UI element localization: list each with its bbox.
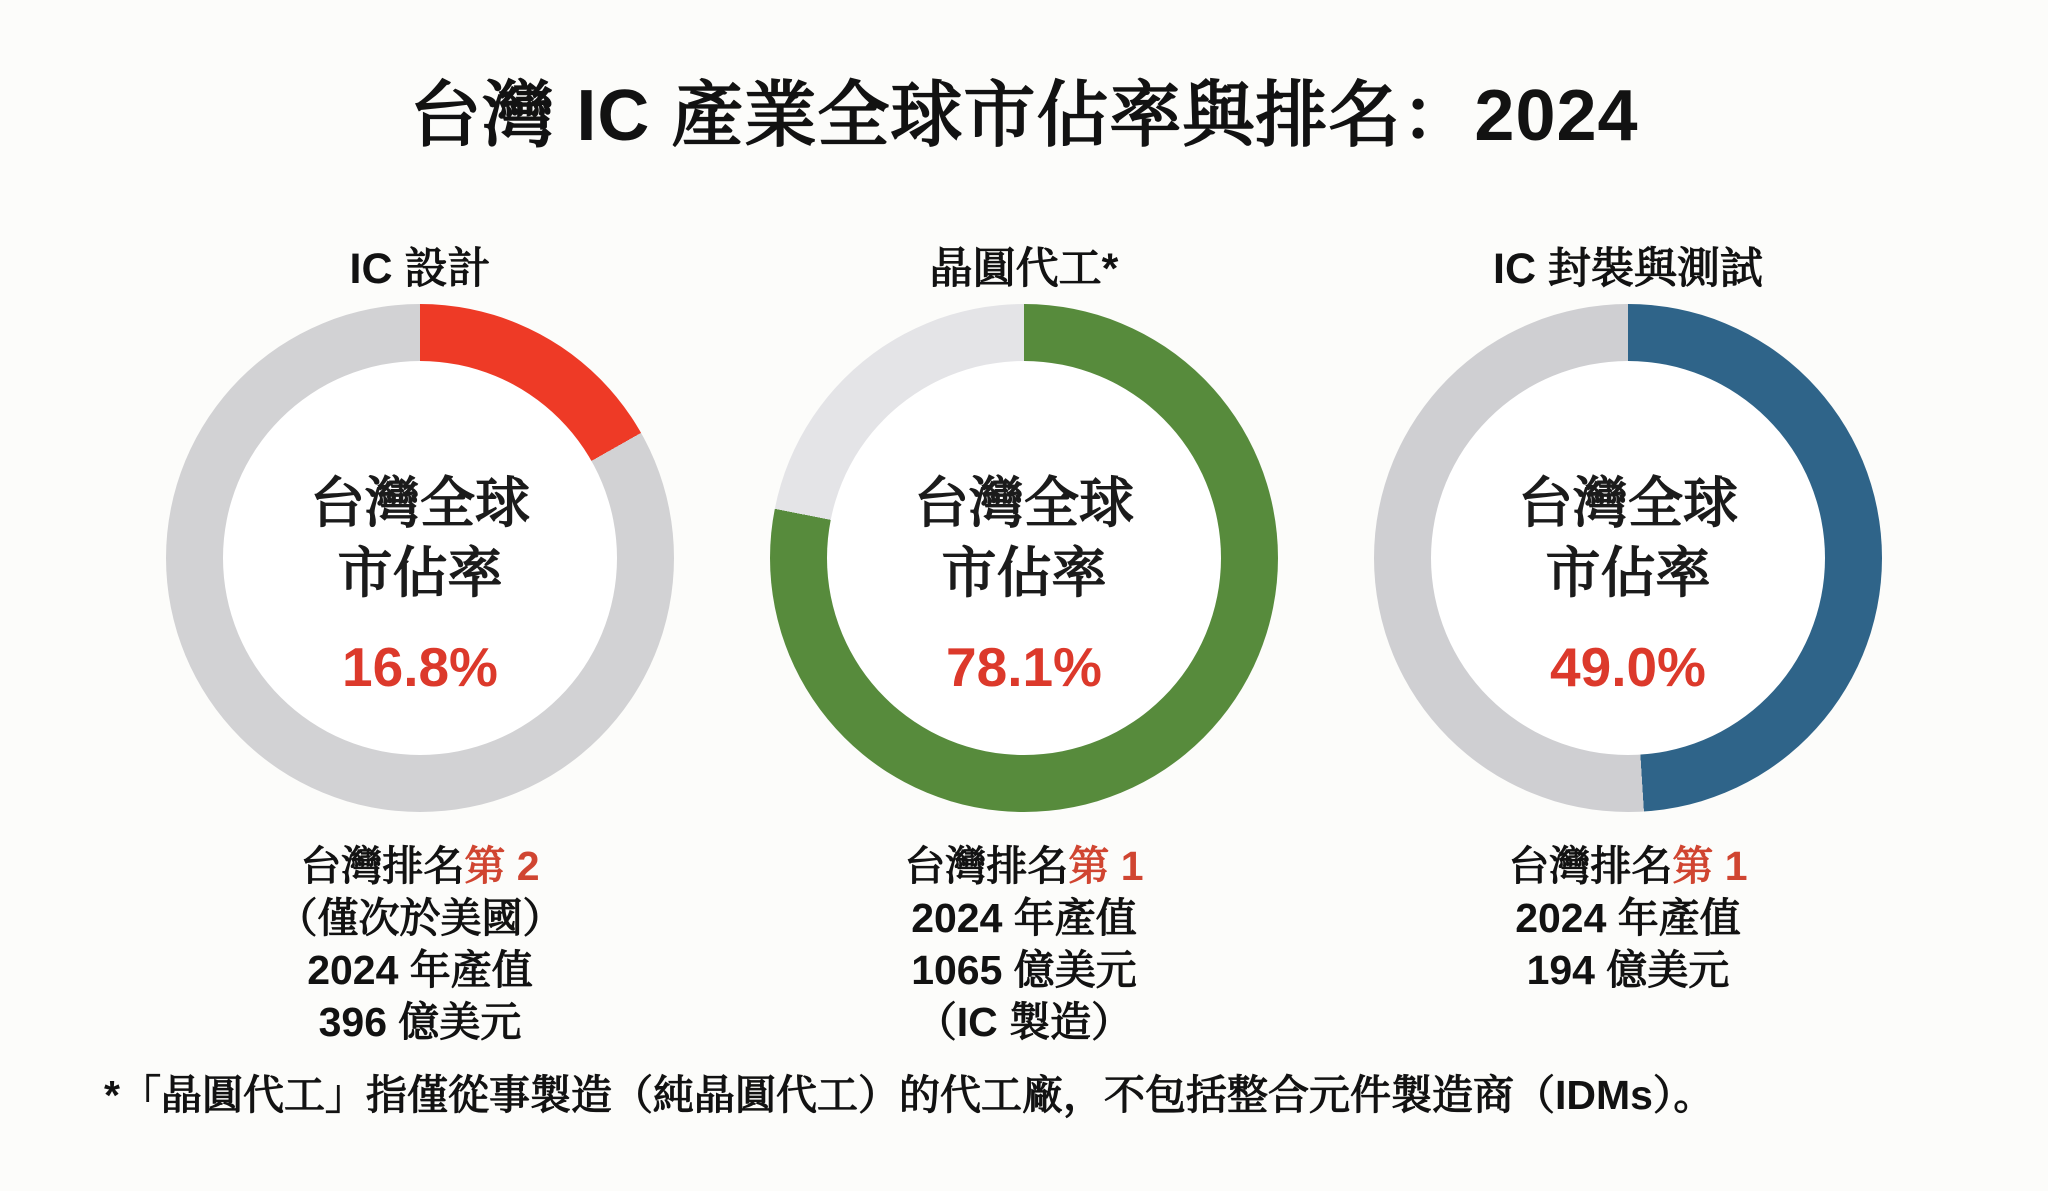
rank-line bbox=[277, 840, 564, 892]
rank-value: 第 1 bbox=[1068, 842, 1144, 889]
center-label-line1: 台灣全球 bbox=[1517, 471, 1738, 534]
share-percent: 78.1% bbox=[946, 635, 1102, 698]
value-note: （IC 製造） bbox=[915, 999, 1133, 1045]
share-percent: 49.0% bbox=[1550, 635, 1706, 698]
center-label bbox=[1518, 469, 1738, 609]
footnote: *「晶圓代工」指僅從事製造（純晶圓代工）的代工廠，不包括整合元件製造商（IDMs）。 bbox=[104, 1072, 1715, 1119]
production-label: 2024 年產值 bbox=[307, 946, 533, 993]
center-label-line2: 市佔率 bbox=[941, 541, 1107, 604]
donut-ring-foundry bbox=[770, 304, 1278, 812]
chart-caption-ic-design bbox=[277, 840, 564, 1048]
chart-title-ic-design: IC 設計 bbox=[349, 245, 491, 294]
charts-row bbox=[0, 204, 2048, 1048]
donut-ring-packaging-testing bbox=[1374, 304, 1882, 812]
rank-value: 第 1 bbox=[1672, 842, 1748, 889]
donut-center-text bbox=[1518, 469, 1738, 699]
rank-note: （僅次於美國） bbox=[276, 894, 564, 941]
donut-ring-ic-design bbox=[166, 304, 674, 812]
share-percent: 16.8% bbox=[342, 635, 498, 698]
donut-center-ic-design bbox=[223, 361, 617, 755]
donut-chart-foundry bbox=[722, 204, 1326, 1048]
donut-center-text bbox=[310, 469, 530, 699]
page-title: 台灣 IC 產業全球市佔率與排名：2024 bbox=[409, 76, 1639, 157]
rank-value: 第 2 bbox=[464, 842, 540, 889]
rank-prefix: 台灣排名 bbox=[1508, 842, 1673, 889]
donut-center-foundry bbox=[827, 361, 1221, 755]
center-label-line1: 台灣全球 bbox=[913, 471, 1134, 534]
rank-line bbox=[1508, 840, 1747, 892]
rank-prefix: 台灣排名 bbox=[300, 842, 465, 889]
rank-line bbox=[904, 840, 1143, 892]
production-label: 2024 年產值 bbox=[1515, 894, 1741, 941]
center-label-line1: 台灣全球 bbox=[309, 471, 530, 534]
production-value: 1065 億美元 bbox=[911, 946, 1137, 993]
center-label-line2: 市佔率 bbox=[1545, 541, 1711, 604]
donut-chart-ic-design bbox=[118, 204, 722, 1048]
chart-caption-packaging-testing bbox=[1508, 840, 1747, 996]
chart-title-foundry: 晶圓代工* bbox=[929, 245, 1119, 294]
donut-chart-packaging-testing bbox=[1326, 204, 1930, 1048]
chart-title-packaging-testing: IC 封裝與測試 bbox=[1493, 245, 1763, 294]
donut-center-text bbox=[914, 469, 1134, 699]
production-value: 194 億美元 bbox=[1526, 946, 1730, 993]
production-label: 2024 年產值 bbox=[911, 894, 1137, 941]
production-value: 396 億美元 bbox=[318, 999, 522, 1045]
chart-caption-foundry bbox=[904, 840, 1143, 1048]
rank-prefix: 台灣排名 bbox=[904, 842, 1069, 889]
center-label bbox=[914, 469, 1134, 609]
center-label bbox=[310, 469, 530, 609]
donut-center-packaging-testing bbox=[1431, 361, 1825, 755]
center-label-line2: 市佔率 bbox=[337, 541, 503, 604]
